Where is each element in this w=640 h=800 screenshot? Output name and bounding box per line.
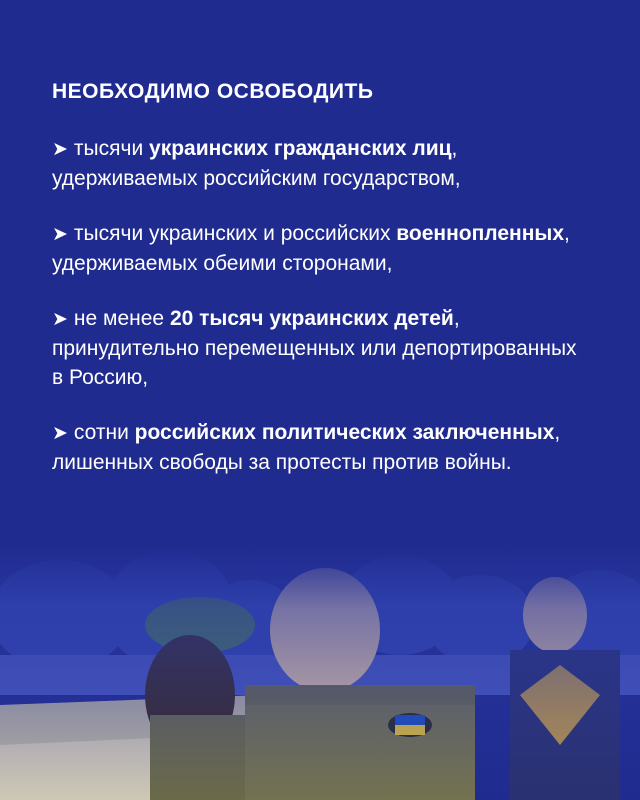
- list-item-children: ➤ не менее 20 тысяч украинских детей, принудительно перемещенных или депортированных в Россию,: [52, 307, 577, 389]
- list-item-political-prisoners: ➤ сотни российских политических заключенных, лишенных свободы за протесты против войны.: [52, 421, 561, 474]
- arrow-icon: ➤: [52, 309, 68, 330]
- arrow-icon: ➤: [52, 224, 68, 245]
- list-item-pows: ➤ тысячи украинских и российских военнопленных, удерживаемых обеими сторонами,: [52, 222, 570, 275]
- arrow-icon: ➤: [52, 139, 68, 160]
- release-list: [52, 134, 592, 503]
- arrow-icon: ➤: [52, 423, 68, 444]
- heading: НЕОБХОДИМО ОСВОБОДИТЬ: [52, 80, 374, 103]
- people-embracing-photo: [0, 545, 640, 800]
- list-item-civilians: ➤ тысячи украинских гражданских лиц, удерживаемых российским государством,: [52, 137, 461, 190]
